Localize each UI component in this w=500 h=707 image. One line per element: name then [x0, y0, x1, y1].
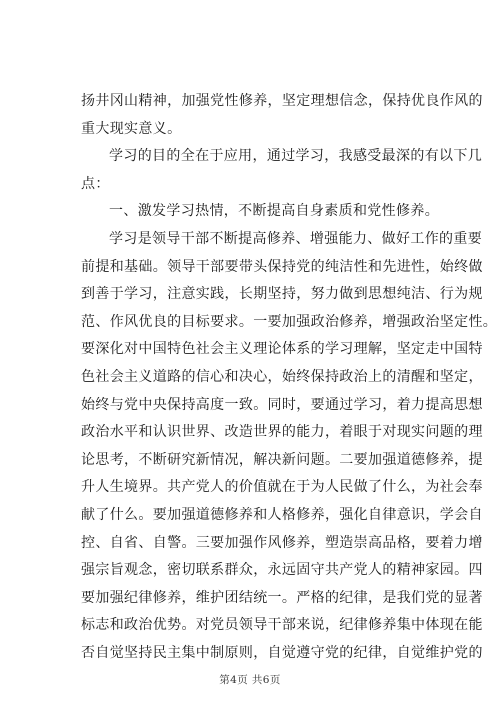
text-line: 升人生境界。共产党人的价值就在于为人民做了什么，为社会奉	[81, 479, 483, 496]
section-heading: 一、激发学习热情，不断提高自身素质和党性修养。	[109, 203, 440, 220]
text-line: 控、自省、自警。三要加强作风修养，塑造崇高品格，要着力增	[81, 534, 483, 551]
text-line: 标志和政治优势。对党员领导干部来说，纪律修养集中体现在能	[81, 617, 483, 634]
text-line: 始终与党中央保持高度一致。同时，要通过学习，着力提高思想	[81, 396, 483, 413]
text-line: 政治水平和认识世界、改造世界的能力，着眼于对现实问题的理	[81, 424, 483, 441]
body-text	[81, 88, 498, 667]
text-line: 扬井冈山精神，加强党性修养，坚定理想信念，保持优良作风的	[81, 93, 483, 109]
text-line: 前提和基础。领导干部要带头保持党的纯洁性和先进性，始终做	[81, 258, 483, 275]
text-line: 重大现实意义。	[81, 120, 182, 137]
text-line: 点：	[81, 175, 110, 192]
text-line: 到善于学习，注意实践，长期坚持，努力做到思想纯洁、行为规	[81, 286, 483, 303]
text-line: 学习是领导干部不断提高修养、增强能力、做好工作的重要	[109, 230, 483, 247]
text-line: 要深化对中国特色社会主义理论体系的学习理解，坚定走中国特	[81, 341, 483, 358]
text-line: 强宗旨观念，密切联系群众，永远固守共产党人的精神家园。四	[81, 562, 483, 579]
text-line: 范、作风优良的目标要求。一要加强政治修养，增强政治坚定性。	[81, 313, 498, 330]
text-line: 学习的目的全在于应用，通过学习，我感受最深的有以下几	[109, 148, 483, 165]
text-line: 色社会主义道路的信心和决心，始终保持政治上的清醒和坚定，	[81, 368, 483, 385]
text-line: 要加强纪律修养，维护团结统一。严格的纪律，是我们党的显著	[81, 589, 483, 606]
text-line: 献了什么。要加强道德修养和人格修养，强化自律意识，学会自	[81, 506, 483, 523]
text-line: 否自觉坚持民主集中制原则，自觉遵守党的纪律，自觉维护党的	[81, 644, 483, 661]
text-line: 论思考，不断研究新情况，解决新问题。二要加强道德修养，提	[81, 451, 483, 468]
page-number-footer: 第4页 共6页	[219, 674, 281, 686]
